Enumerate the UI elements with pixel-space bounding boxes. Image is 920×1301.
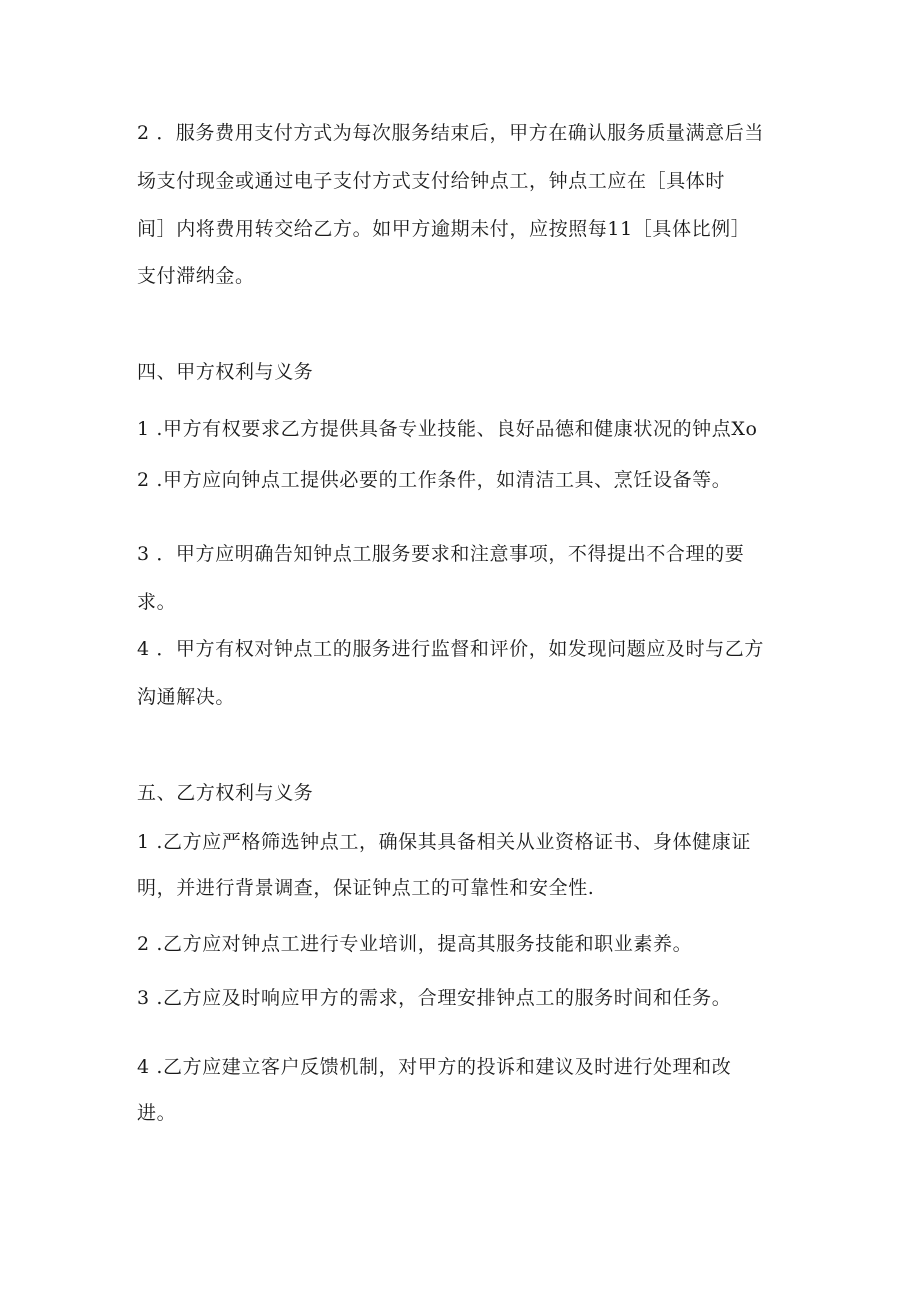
party-a-item-3-line-2: 求。 — [137, 591, 177, 613]
party-a-item-4-line-1: 4 ．甲方有权对钟点工的服务进行监督和评价，如发现问题应及时与乙方 — [137, 638, 764, 660]
payment-paragraph-line-1: 2 ．服务费用支付方式为每次服务结束后，甲方在确认服务质量满意后当 — [137, 122, 764, 144]
party-b-item-3: 3 .乙方应及时响应甲方的需求，合理安排钟点工的服务时间和任务。 — [137, 987, 732, 1009]
section-heading-party-b: 五、乙方权利与义务 — [137, 782, 314, 804]
payment-paragraph-line-2: 场支付现金或通过电子支付方式支付给钟点工，钟点工应在［具体时 — [137, 170, 726, 192]
party-a-item-2: 2 .甲方应向钟点工提供必要的工作条件，如清洁工具、烹饪设备等。 — [137, 469, 732, 491]
party-a-item-1: 1 .甲方有权要求乙方提供具备专业技能、良好品德和健康状况的钟点Xo — [137, 418, 758, 440]
party-a-item-3-line-1: 3 ．甲方应明确告知钟点工服务要求和注意事项，不得提出不合理的要 — [137, 543, 745, 565]
party-b-item-1-line-1: 1 .乙方应严格筛选钟点工，确保其具备相关从业资格证书、身体健康证 — [137, 831, 751, 853]
payment-paragraph-line-3: 间］内将费用转交给乙方。如甲方逾期未付，应按照每11［具体比例］ — [137, 218, 751, 240]
party-b-item-4-line-1: 4 .乙方应建立客户反馈机制，对甲方的投诉和建议及时进行处理和改 — [137, 1056, 732, 1078]
payment-paragraph-line-4: 支付滞纳金。 — [137, 265, 255, 287]
party-b-item-2: 2 .乙方应对钟点工进行专业培训，提高其服务技能和职业素养。 — [137, 933, 693, 955]
section-heading-party-a: 四、甲方权利与义务 — [137, 361, 314, 383]
party-b-item-4-line-2: 进。 — [137, 1102, 177, 1124]
party-b-item-1-line-2: 明，并进行背景调查，保证钟点工的可靠性和安全性. — [137, 877, 595, 899]
party-a-item-4-line-2: 沟通解决。 — [137, 686, 236, 708]
